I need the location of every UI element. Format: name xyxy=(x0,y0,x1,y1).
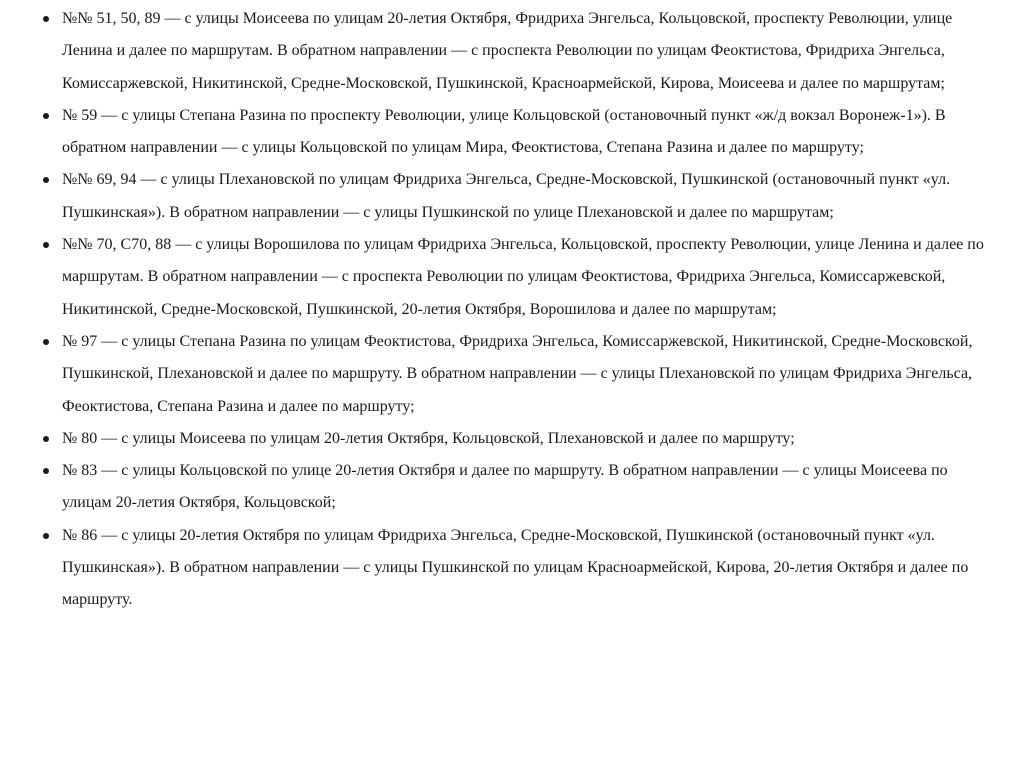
list-item: №№ 51, 50, 89 — с улицы Моисеева по улицам 20-летия Октября, Фридриха Энгельса, Кольцовской, проспекту Революции, улице Ленина и далее по маршрутам. В обратном направлении — с проспекта Революции по улицам Феоктистова, Фридриха Энгельса, Комиссаржевской, Никитинской, Средне-Московской, Пушкинской, Красноармейской, Кирова, Моисеева и далее по маршрутам; xyxy=(62,3,989,100)
list-item: № 59 — с улицы Степана Разина по проспекту Революции, улице Кольцовской (остановочный пункт «ж/д вокзал Воронеж-1»). В обратном направлении — с улицы Кольцовской по улицам Мира, Феоктистова, Степана Разина и далее по маршруту; xyxy=(62,100,989,165)
list-item: № 97 — с улицы Степана Разина по улицам Феоктистова, Фридриха Энгельса, Комиссаржевской, Никитинской, Средне-Московской, Пушкинской, Плехановской и далее по маршруту. В обратном направлении — с улицы Плехановской по улицам Фридриха Энгельса, Феоктистова, Степана Разина и далее по маршруту; xyxy=(62,326,989,423)
bus-route-list xyxy=(0,3,989,617)
list-item: №№ 70, С70, 88 — с улицы Ворошилова по улицам Фридриха Энгельса, Кольцовской, проспекту Революции, улице Ленина и далее по маршрутам. В обратном направлении — с проспекта Революции по улицам Феоктистова, Фридриха Энгельса, Комиссаржевской, Никитинской, Средне-Московской, Пушкинской, 20-летия Октября, Ворошилова и далее по маршрутам; xyxy=(62,229,989,326)
list-item: № 86 — с улицы 20-летия Октября по улицам Фридриха Энгельса, Средне-Московской, Пушкинской (остановочный пункт «ул. Пушкинская»). В обратном направлении — с улицы Пушкинской по улицам Красноармейской, Кирова, 20-летия Октября и далее по маршруту. xyxy=(62,520,989,617)
list-item: № 80 — с улицы Моисеева по улицам 20-летия Октября, Кольцовской, Плехановской и далее по маршруту; xyxy=(62,423,989,455)
list-item: № 83 — с улицы Кольцовской по улице 20-летия Октября и далее по маршруту. В обратном направлении — с улицы Моисеева по улицам 20-летия Октября, Кольцовской; xyxy=(62,455,989,520)
list-item: №№ 69, 94 — с улицы Плехановской по улицам Фридриха Энгельса, Средне-Московской, Пушкинской (остановочный пункт «ул. Пушкинская»). В обратном направлении — с улицы Пушкинской по улице Плехановской и далее по маршрутам; xyxy=(62,164,989,229)
